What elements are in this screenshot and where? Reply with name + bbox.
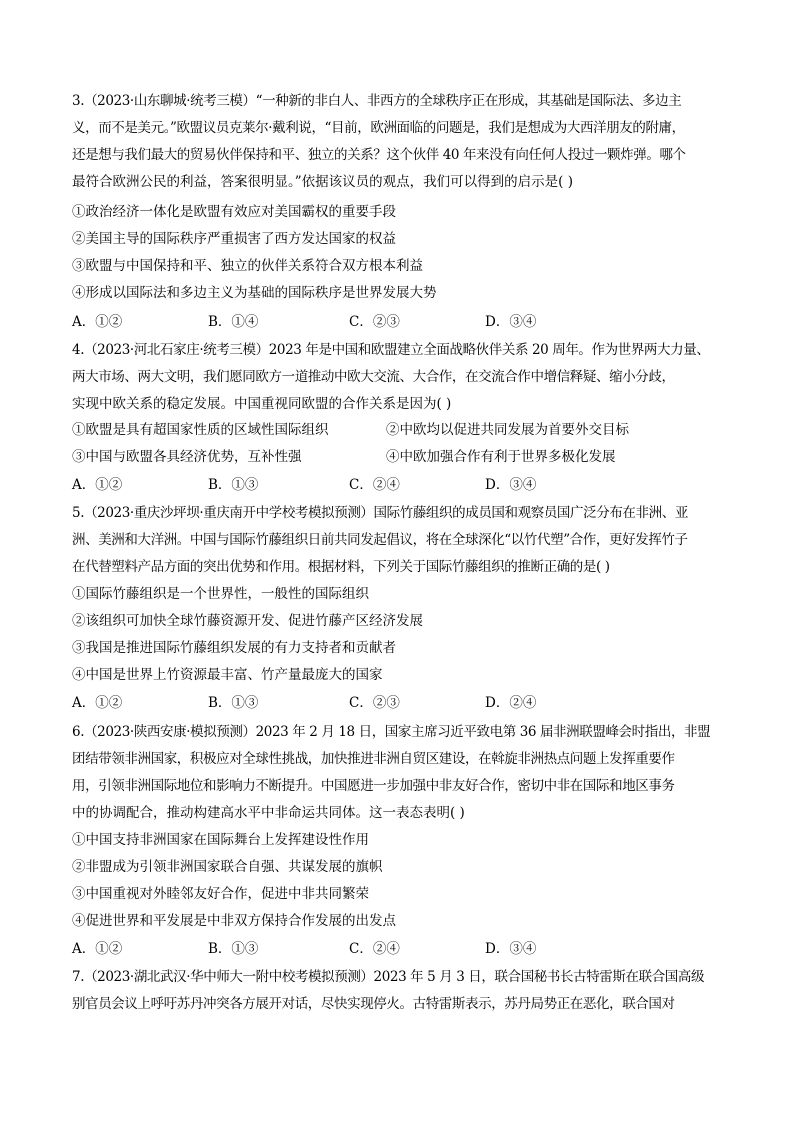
question-3-line-1: 3.（2023·山东聊城·统考三模）“一种新的非白人、非西方的全球秩序正在形成，其基础是国际法、多边主: [72, 93, 682, 109]
option-c[interactable]: C．②④: [349, 477, 400, 493]
question-5-options: [72, 690, 732, 717]
question-3-line-3: 还是想与我们最大的贸易伙伴保持和平、独立的关系？这个伙伴 40 年来没有向任何人投过一颗炸弹。哪个: [72, 147, 686, 163]
question-6-options: [72, 936, 732, 963]
question-3-line-4: 最符合欧洲公民的利益，答案很明显。”依据该议员的观点，我们可以得到的启示是( ): [72, 174, 573, 190]
question-3-statement-2: ②美国主导的国际秩序严重损害了西方发达国家的权益: [72, 231, 396, 247]
question-4-options: [72, 472, 732, 499]
option-b[interactable]: B．①③: [208, 477, 259, 493]
option-a[interactable]: A．①②: [72, 941, 123, 957]
question-4-statement-row-2: [72, 444, 732, 471]
question-3-statement-1: ①政治经济一体化是欧盟有效应对美国霸权的重要手段: [72, 204, 396, 220]
option-a[interactable]: A．①②: [72, 314, 123, 330]
question-5-statement-4: ④中国是世界上竹资源最丰富、竹产量最庞大的国家: [72, 667, 383, 683]
option-d[interactable]: D．③④: [485, 941, 537, 957]
question-4-line-1: 4.（2023·河北石家庄·统考三模）2023 年是中国和欧盟建立全面战略伙伴关系 20 周年。作为世界两大力量、: [72, 342, 710, 358]
question-6-line-1: 6.（2023·陕西安康·模拟预测）2023 年 2 月 18 日，国家主席习近平致电第 36 届非洲联盟峰会时指出，非盟: [72, 724, 711, 740]
option-d[interactable]: D．③④: [485, 477, 537, 493]
option-d[interactable]: D．②④: [485, 695, 537, 711]
option-b[interactable]: B．①③: [208, 941, 259, 957]
question-6-statement-4: ④促进世界和平发展是中非双方保持合作发展的出发点: [72, 913, 396, 929]
question-4-statement-2: ②中欧均以促进共同发展为首要外交目标: [386, 422, 629, 438]
question-5-statement-2: ②该组织可加快全球竹藤资源开发、促进竹藤产区经济发展: [72, 613, 423, 629]
question-4-statement-row-1: [72, 417, 732, 444]
option-b[interactable]: B．①③: [208, 695, 259, 711]
option-c[interactable]: C．②④: [349, 941, 400, 957]
option-c[interactable]: C．②③: [349, 314, 400, 330]
question-4-statement-4: ④中欧加强合作有利于世界多极化发展: [386, 449, 616, 465]
question-3-statement-4: ④形成以国际法和多边主义为基础的国际秩序是世界发展大势: [72, 285, 437, 301]
question-5-line-2: 洲、美洲和大洋洲。中国与国际竹藤组织日前共同发起倡议，将在全球深化“以竹代塑”合作，更好发挥竹子: [72, 532, 688, 548]
question-6-line-3: 用，引领非洲国际地位和影响力不断提升。中国愿进一步加强中非友好合作，密切中非在国际和地区事务: [72, 778, 675, 794]
question-3-statement-3: ③欧盟与中国保持和平、独立的伙伴关系符合双方根本利益: [72, 258, 423, 274]
question-4-statement-1: ①欧盟是具有超国家性质的区域性国际组织: [72, 422, 329, 438]
question-4-line-2: 两大市场、两大文明，我们愿同欧方一道推动中欧大交流、大合作，在交流合作中增信释疑、缩小分歧，: [72, 369, 675, 385]
question-3-options: [72, 309, 732, 336]
option-a[interactable]: A．①②: [72, 695, 123, 711]
question-7-line-2: 别官员会议上呼吁苏丹冲突各方展开对话，尽快实现停火。古特雷斯表示，苏丹局势正在恶化，联合国对: [72, 996, 675, 1012]
option-a[interactable]: A．①②: [72, 477, 123, 493]
option-d[interactable]: D．③④: [485, 314, 537, 330]
question-6-statement-1: ①中国支持非洲国家在国际舞台上发挥建设性作用: [72, 832, 369, 848]
question-6-line-2: 团结带领非洲国家，积极应对全球性挑战，加快推进非洲自贸区建设，在斡旋非洲热点问题上发挥重要作: [72, 751, 675, 767]
question-4-statement-3: ③中国与欧盟各具经济优势，互补性强: [72, 449, 302, 465]
question-5-line-3: 在代替塑料产品方面的突出优势和作用。根据材料，下列关于国际竹藤组织的推断正确的是( ): [72, 559, 610, 575]
question-6-statement-3: ③中国重视对外睦邻友好合作，促进中非共同繁荣: [72, 886, 369, 902]
question-5-statement-1: ①国际竹藤组织是一个世界性，一般性的国际组织: [72, 586, 369, 602]
option-b[interactable]: B．①④: [208, 314, 259, 330]
question-7-line-1: 7.（2023·湖北武汉·华中师大一附中校考模拟预测）2023 年 5 月 3 日，联合国秘书长古特雷斯在联合国高级: [72, 969, 705, 985]
question-3-line-2: 义，而不是美元。”欧盟议员克莱尔·戴利说，“目前，欧洲面临的问题是，我们是想成为大西洋朋友的附庸，: [72, 120, 685, 136]
question-5-line-1: 5.（2023·重庆沙坪坝·重庆南开中学校考模拟预测）国际竹藤组织的成员国和观察员国广泛分布在非洲、亚: [72, 505, 688, 521]
question-5-statement-3: ③我国是推进国际竹藤组织发展的有力支持者和贡献者: [72, 640, 396, 656]
question-4-line-3: 实现中欧关系的稳定发展。中国重视同欧盟的合作关系是因为( ): [72, 396, 452, 412]
question-6-line-4: 中的协调配合，推动构建高水平中非命运共同体。这一表态表明( ): [72, 805, 465, 821]
option-c[interactable]: C．②③: [349, 695, 400, 711]
question-6-statement-2: ②非盟成为引领非洲国家联合自强、共谋发展的旗帜: [72, 859, 383, 875]
